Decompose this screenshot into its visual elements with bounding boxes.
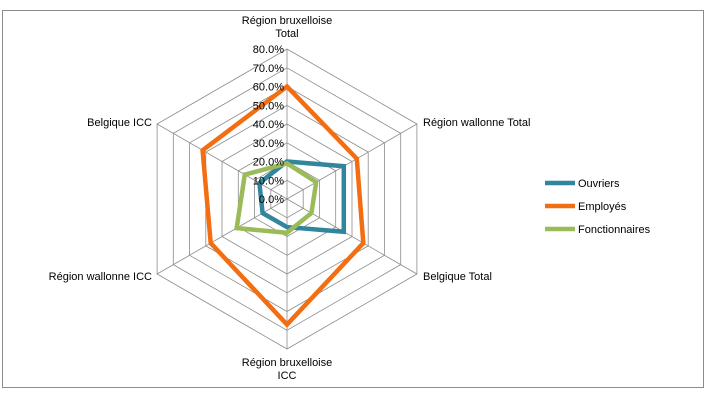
legend-label: Ouvriers	[578, 178, 620, 190]
radial-tick-label: 80.0%	[252, 44, 284, 56]
radial-tick-label: 60.0%	[252, 81, 284, 94]
radial-tick-label: 30.0%	[252, 137, 284, 150]
axis-label: Région bruxelloise	[241, 357, 333, 369]
axis-label: Belgique ICC	[87, 117, 152, 129]
legend-label: Employés	[578, 201, 627, 213]
radial-tick-label: 50.0%	[252, 100, 284, 113]
radial-tick-label: 40.0%	[252, 119, 284, 131]
axis-label: Région bruxelloise	[241, 15, 333, 27]
axis-label: Région wallonne Total	[423, 117, 531, 129]
axis-label: Total	[275, 28, 299, 40]
axis-label: ICC	[277, 370, 297, 382]
radial-tick-label: 70.0%	[252, 62, 284, 75]
legend-label: Fonctionnaires	[578, 224, 651, 236]
radial-tick-label: 20.0%	[252, 156, 284, 169]
radial-tick-label: 10.0%	[252, 175, 284, 188]
axis-label: Belgique Total	[423, 271, 492, 283]
axis-label: Région wallonne ICC	[48, 271, 152, 283]
radial-tick-label: 0.0%	[258, 194, 284, 206]
